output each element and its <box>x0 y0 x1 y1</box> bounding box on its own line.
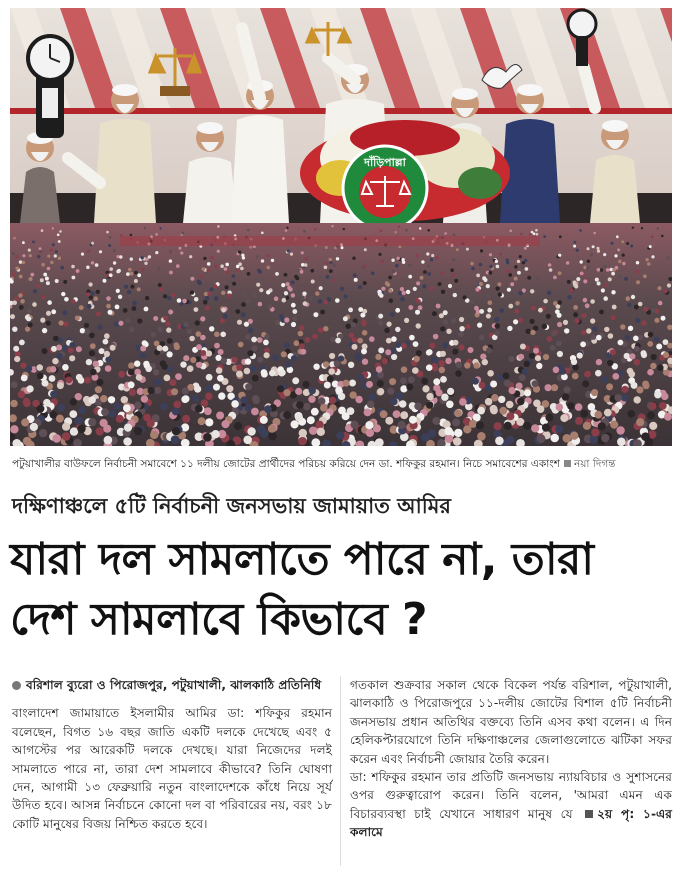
headline <box>10 530 678 650</box>
byline-text: বরিশাল ব্যুরো ও পিরোজপুর, পটুয়াখালী, ঝালকাঠি প্রতিনিধি <box>26 678 322 692</box>
article-paragraph: গতকাল শুক্রবার সকাল থেকে বিকেল পর্যন্ত বরিশাল, পটুয়াখালী, ঝালকাঠি ও পিরোজপুরে ১১-দলীয় জোটের বিশাল ৫টি নির্বাচনী জনসভায় প্রধান অতিথির বক্তব্যে তিনি এসব কথা বলেন। এ দিন হেলিকপ্টারযোগে তিনি দক্ষিণাঞ্চলের জেলাগুলোতে ঝটিকা সফর করেন এবং নির্বাচনী জোয়ার তৈরি করেন। <box>350 678 672 766</box>
rally-photo <box>10 8 672 446</box>
caption-text: পটুয়াখালীর বাউফলে নির্বাচনী সমাবেশে ১১ দলীয় জোটের প্রার্থীদের পরিচয় করিয়ে দেন ডা. শফিকুর রহমান। নিচে সমাবেশের একাংশ <box>12 458 560 470</box>
kicker: দক্ষিণাঞ্চলে ৫টি নির্বাচনী জনসভায় জামায়াত আমির <box>12 494 451 518</box>
square-icon <box>585 810 593 818</box>
bullet-icon <box>12 681 21 690</box>
headline-line-1: যারা দল সামলাতে পারে না, তারা <box>10 534 594 585</box>
headline-line-2: দেশ সামলাবে কিভাবে ? <box>10 594 428 645</box>
photo-credit: নয়া দিগন্ত <box>573 458 616 470</box>
photo-caption <box>12 457 674 471</box>
article-paragraph: বাংলাদেশ জামায়াতে ইসলামীর আমির ডা: শফিকুর রহমান বলেছেন, বিগত ১৬ বছর জাতি একটি দলকে দেখেছে এবং ৫ আগস্টের পর আরেকটি দলকে দেখছে। যারা নিজেদের দলই সামলাতে পারে না, তারা দেশ সামলাবে কীভাবে? তিনি ঘোষণা দেন, আগামী ১৩ ফেব্রুয়ারি নতুন বাংলাদেশকে কাঁধে নিয়ে সূর্য উদিত হবে। আসন্ন নির্বাচনে কোনো দল বা পরিবারের নয়, বরং ১৮ কোটি মানুষের বিজয় নিশ্চিত করতে হবে। <box>12 706 332 831</box>
article-column-left <box>12 676 332 833</box>
caption-square-icon <box>564 460 571 467</box>
continued-text: ২য় পৃ: ১-এর কলামে <box>350 806 672 840</box>
column-divider <box>340 676 341 866</box>
emblem-text: দাঁড়িপাল্লা <box>364 156 406 169</box>
byline <box>12 676 332 694</box>
party-emblem <box>343 146 427 230</box>
article-paragraph-last <box>350 768 672 842</box>
article-paragraph-text: ডা: শফিকুর রহমান তার প্রতিটি জনসভায় ন্যায়বিচার ও সুশাসনের ওপর গুরুত্বারোপ করেন। তিনি বলেন, 'আমরা এমন এক বিচারব্যবস্থা চাই যেখানে সাধারণ মানুষ যে <box>350 770 672 821</box>
article-column-right <box>350 676 672 842</box>
